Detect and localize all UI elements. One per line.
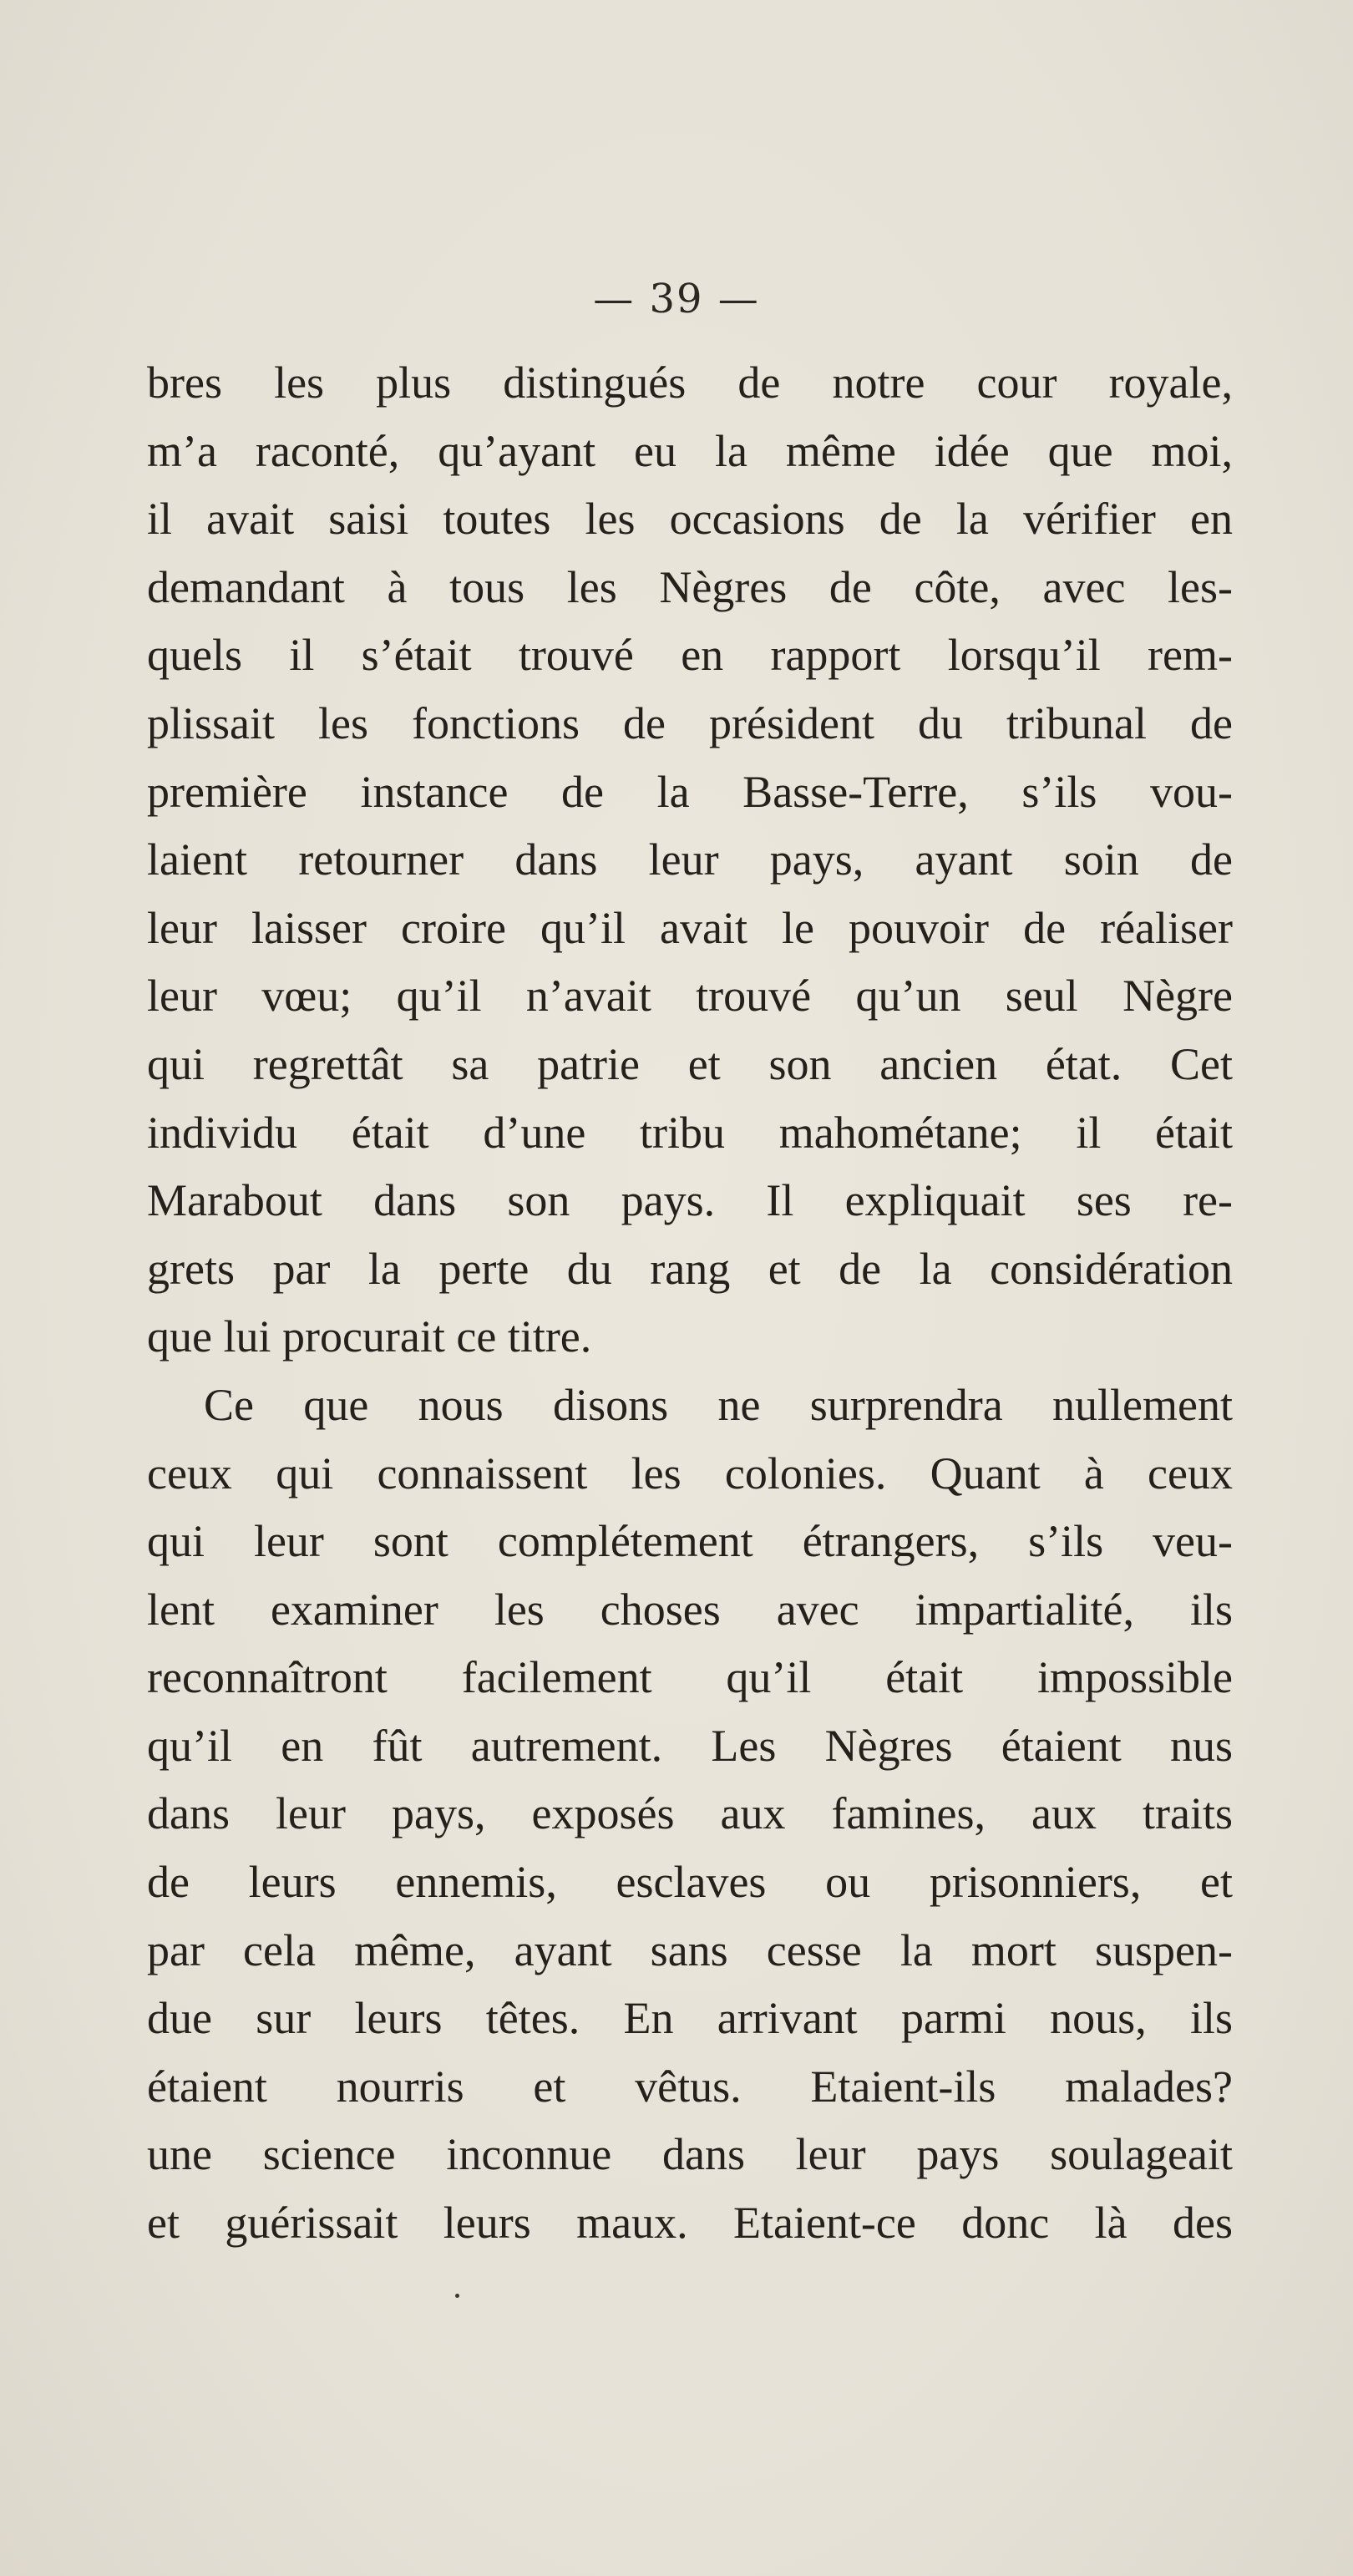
paragraph-start-line: Ce que nous disons ne surprendra nullement <box>204 1379 1233 1430</box>
text-line: de leurs ennemis, esclaves ou prisonniers, et <box>147 1857 1233 1908</box>
text-line: due sur leurs têtes. En arrivant parmi nous, ils <box>147 1993 1233 2044</box>
page-number: — 39 — <box>593 276 760 322</box>
text-line: première instance de la Basse-Terre, s’ils vou- <box>147 766 1233 817</box>
text-line: une science inconnue dans leur pays soulageait <box>147 2129 1233 2180</box>
text-line: individu était d’une tribu mahométane; il était <box>147 1107 1233 1158</box>
text-line: lent examiner les choses avec impartialité, ils <box>147 1584 1233 1635</box>
text-line: bres les plus distingués de notre cour royale, <box>147 357 1233 408</box>
body-text <box>147 349 1233 2258</box>
text-line: par cela même, ayant sans cesse la mort suspen- <box>147 1924 1233 1975</box>
text-line: leur laisser croire qu’il avait le pouvoir de réaliser <box>147 902 1233 953</box>
text-line: m’a raconté, qu’ayant eu la même idée que moi, <box>147 425 1233 476</box>
text-line: ceux qui connaissent les colonies. Quant à ceux <box>147 1448 1233 1498</box>
text-line: qu’il en fût autrement. Les Nègres étaient nus <box>147 1720 1233 1771</box>
text-line: qui leur sont complétement étrangers, s’ils veu- <box>147 1516 1233 1567</box>
text-line: il avait saisi toutes les occasions de la vérifier en <box>147 494 1233 545</box>
text-line: leur vœu; qu’il n’avait trouvé qu’un seul Nègre <box>147 971 1233 1022</box>
text-line: étaient nourris et vêtus. Etaient-ils malades? <box>147 2061 1233 2112</box>
text-line: Marabout dans son pays. Il expliquait ses re- <box>147 1175 1233 1226</box>
text-line: qui regrettât sa patrie et son ancien état. Cet <box>147 1038 1233 1089</box>
text-line: dans leur pays, exposés aux famines, aux traits <box>147 1788 1233 1839</box>
text-line: grets par la perte du rang et de la considération <box>147 1243 1233 1294</box>
paragraph-end-line: que lui procurait ce titre. <box>147 1311 592 1362</box>
text-line: laient retourner dans leur pays, ayant soin de <box>147 834 1233 885</box>
text-line: demandant à tous les Nègres de côte, avec les- <box>147 561 1233 612</box>
text-line: plissait les fonctions de président du tribunal de <box>147 697 1233 748</box>
paper-speck <box>455 2294 459 2298</box>
text-line: reconnaîtront facilement qu’il était impossible <box>147 1652 1233 1703</box>
text-line: et guérissait leurs maux. Etaient-ce donc là des <box>147 2198 1233 2249</box>
text-line: quels il s’était trouvé en rapport lorsqu’il rem- <box>147 630 1233 681</box>
